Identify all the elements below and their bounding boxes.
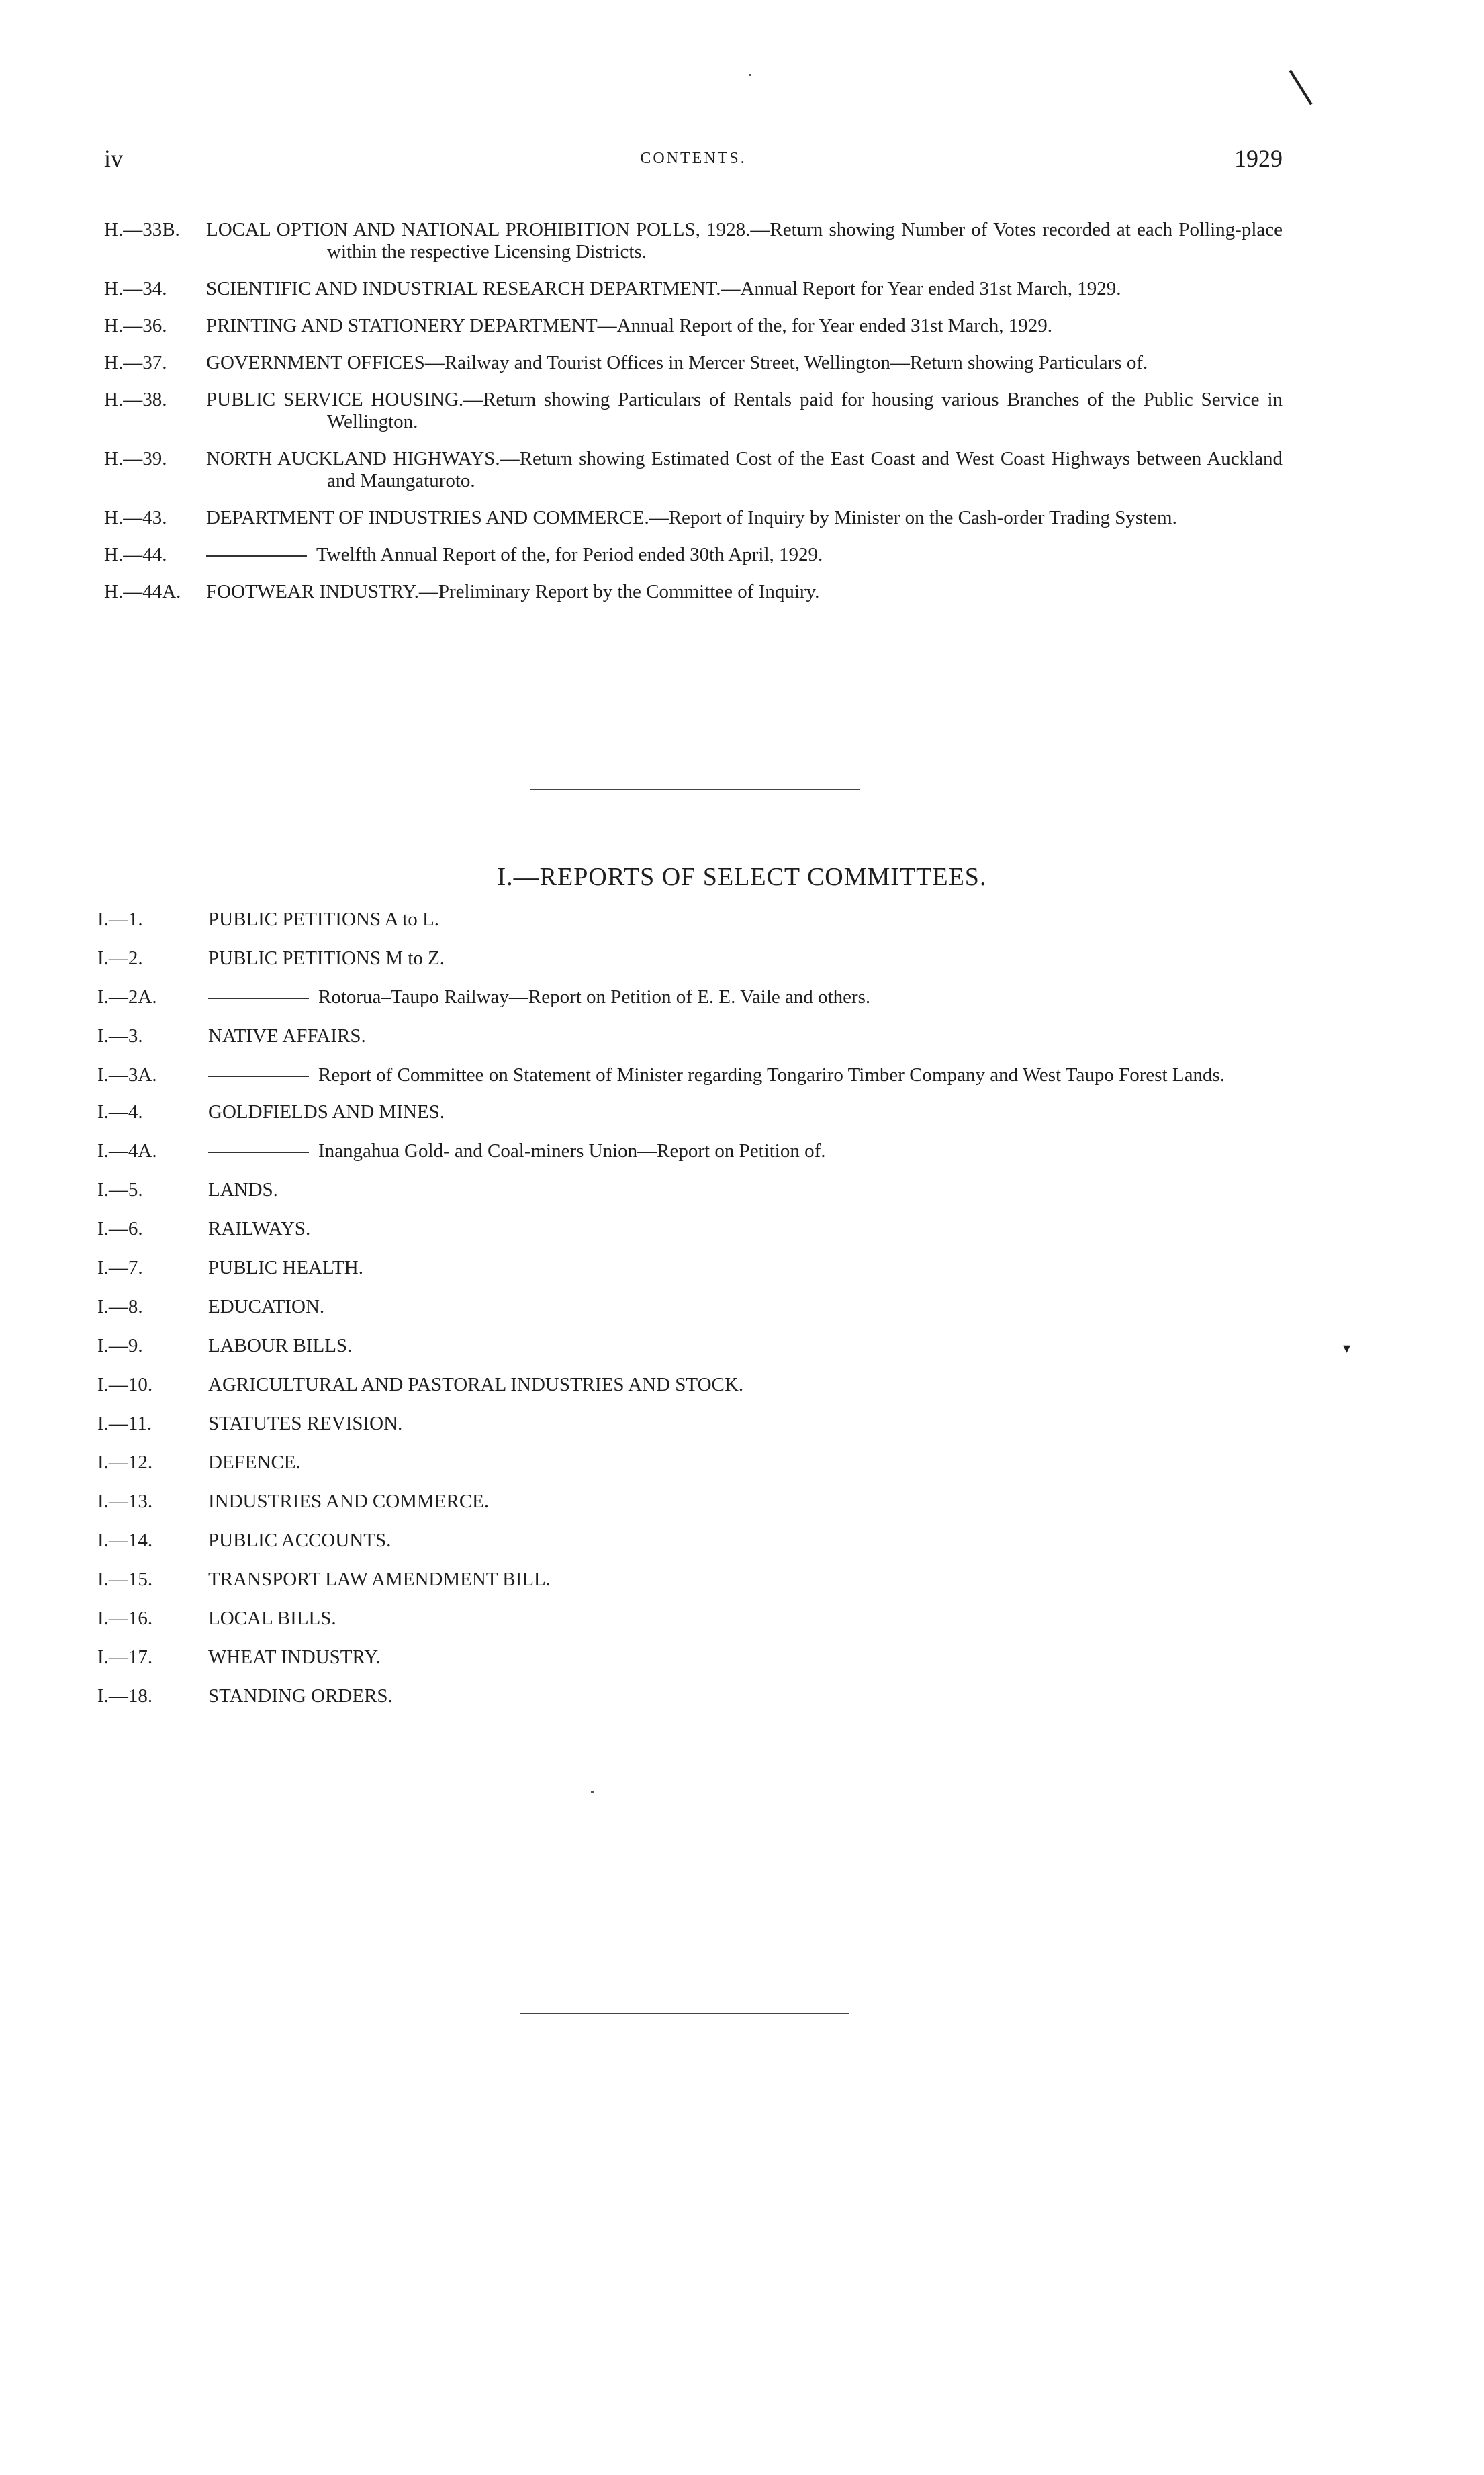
list-item — [97, 1413, 1283, 1435]
entry-code: I.—14. — [97, 1530, 153, 1551]
entry-text: DEFENCE. — [208, 1452, 301, 1473]
entry-code: I.—18. — [97, 1685, 153, 1707]
entry-text-continued — [206, 544, 1283, 566]
entry-text: DEPARTMENT OF INDUSTRIES AND COMMERCE.—Report of Inquiry by Minister on the Cash-order Trading System. — [206, 507, 1177, 528]
ditto-dash — [206, 555, 307, 557]
entry-code: H.—36. — [104, 315, 167, 336]
list-item — [97, 1452, 1283, 1474]
list-item — [104, 389, 1283, 433]
list-item — [97, 1607, 1283, 1630]
ink-speck — [749, 74, 751, 76]
entry-text: PUBLIC HEALTH. — [208, 1257, 363, 1278]
entry-code: I.—5. — [97, 1179, 143, 1201]
entry-text: Rotorua–Taupo Railway—Report on Petition of E. E. Vaile and others. — [318, 986, 871, 1008]
list-item — [104, 507, 1283, 529]
entry-text-continued — [208, 1064, 1283, 1086]
page-number: iv — [104, 145, 124, 172]
entry-code: I.—6. — [97, 1218, 143, 1240]
entry-code: H.—33B. — [104, 219, 180, 240]
list-item — [97, 1374, 1283, 1396]
entry-text: RAILWAYS. — [208, 1218, 311, 1240]
entry-code: I.—3. — [97, 1025, 143, 1047]
entry-text: LABOUR BILLS. — [208, 1335, 353, 1356]
entry-code: I.—1. — [97, 908, 143, 930]
entry-text: AGRICULTURAL AND PASTORAL INDUSTRIES AND STOCK. — [208, 1374, 744, 1395]
entry-text: EDUCATION. — [208, 1296, 325, 1317]
entry-text: SCIENTIFIC AND INDUSTRIAL RESEARCH DEPARTMENT.—Annual Report for Year ended 31st March, 1929. — [206, 278, 1121, 299]
list-item — [97, 908, 1283, 931]
pen-stroke-mark — [1289, 69, 1312, 105]
entry-code: H.—39. — [104, 448, 167, 469]
entry-code: I.—15. — [97, 1569, 153, 1590]
list-item — [104, 448, 1283, 492]
entry-text: STANDING ORDERS. — [208, 1685, 393, 1707]
entry-text: STATUTES REVISION. — [208, 1413, 403, 1434]
list-item — [97, 1140, 1283, 1162]
entry-text: Report of Committee on Statement of Minister regarding Tongariro Timber Company and West Taupo Forest Lands. — [318, 1064, 1225, 1086]
entry-code: I.—2A. — [97, 986, 157, 1008]
entry-text: GOVERNMENT OFFICES—Railway and Tourist Offices in Mercer Street, Wellington—Return showing Particulars of. — [206, 352, 1148, 373]
entry-text: PUBLIC PETITIONS A to L. — [208, 908, 439, 930]
entry-text: NORTH AUCKLAND HIGHWAYS.—Return showing Estimated Cost of the East Coast and West Coast Highways between Auckland and Maungaturoto. — [206, 448, 1283, 492]
list-item — [97, 1685, 1283, 1708]
list-item — [104, 315, 1283, 337]
entry-text: LOCAL OPTION AND NATIONAL PROHIBITION POLLS, 1928.—Return showing Number of Votes recorded at each Polling-place within the respective Licensing Districts. — [206, 219, 1283, 263]
entry-code: I.—11. — [97, 1413, 152, 1434]
ditto-dash — [208, 998, 309, 999]
entry-code: I.—3A. — [97, 1064, 157, 1086]
entry-code: I.—7. — [97, 1257, 143, 1278]
entry-text: PUBLIC ACCOUNTS. — [208, 1530, 391, 1551]
list-item — [97, 1296, 1283, 1318]
entry-code: H.—43. — [104, 507, 167, 528]
list-item — [97, 1025, 1283, 1047]
entry-code: I.—12. — [97, 1452, 153, 1473]
entry-code: I.—4A. — [97, 1140, 157, 1162]
section-divider — [530, 789, 860, 790]
entry-text: PUBLIC PETITIONS M to Z. — [208, 947, 445, 969]
list-item — [104, 219, 1283, 263]
entry-text: LOCAL BILLS. — [208, 1607, 336, 1629]
list-item — [104, 544, 1283, 566]
entry-code: I.—16. — [97, 1607, 153, 1629]
list-item — [97, 1218, 1283, 1240]
entry-code: I.—17. — [97, 1646, 153, 1668]
entry-text: Twelfth Annual Report of the, for Period ended 30th April, 1929. — [316, 544, 823, 565]
entry-text-continued — [208, 986, 1283, 1009]
entry-text: PRINTING AND STATIONERY DEPARTMENT—Annual Report of the, for Year ended 31st March, 1929. — [206, 315, 1053, 336]
entry-text: LANDS. — [208, 1179, 278, 1201]
list-item — [97, 1530, 1283, 1552]
list-item — [97, 1101, 1283, 1123]
page-year: 1929 — [1234, 145, 1283, 172]
entry-code: I.—8. — [97, 1296, 143, 1317]
entry-text-continued — [208, 1140, 1283, 1162]
entry-text: WHEAT INDUSTRY. — [208, 1646, 381, 1668]
entry-text: GOLDFIELDS AND MINES. — [208, 1101, 445, 1123]
entry-code: H.—38. — [104, 389, 167, 410]
page-header — [104, 144, 1283, 185]
entry-code: H.—37. — [104, 352, 167, 373]
list-item — [97, 986, 1283, 1009]
list-item — [97, 1569, 1283, 1591]
section-heading: I.—REPORTS OF SELECT COMMITTEES. — [497, 863, 987, 891]
entry-code: I.—2. — [97, 947, 143, 969]
entry-text: TRANSPORT LAW AMENDMENT BILL. — [208, 1569, 551, 1590]
entry-text: PUBLIC SERVICE HOUSING.—Return showing Particulars of Rentals paid for housing various Branches of the Public Service in Wellington. — [206, 389, 1283, 432]
ink-speck — [591, 1791, 594, 1793]
list-item — [97, 1646, 1283, 1669]
entry-code: I.—10. — [97, 1374, 153, 1395]
entry-code: H.—34. — [104, 278, 167, 299]
list-item — [97, 1491, 1283, 1513]
ditto-dash — [208, 1152, 309, 1153]
list-item — [104, 581, 1283, 603]
entry-code: H.—44. — [104, 544, 167, 565]
list-item — [104, 352, 1283, 374]
list-item — [97, 1335, 1283, 1357]
entry-text: INDUSTRIES AND COMMERCE. — [208, 1491, 490, 1512]
page-title: CONTENTS. — [640, 150, 747, 167]
h-series-list — [104, 219, 1283, 618]
list-item — [97, 1064, 1283, 1086]
i-series-list — [97, 908, 1283, 1724]
entry-text: Inangahua Gold- and Coal-miners Union—Report on Petition of. — [318, 1140, 826, 1162]
list-item — [97, 1179, 1283, 1201]
entry-text: NATIVE AFFAIRS. — [208, 1025, 366, 1047]
list-item — [97, 1257, 1283, 1279]
ditto-dash — [208, 1076, 309, 1077]
entry-code: I.—9. — [97, 1335, 143, 1356]
list-item — [104, 278, 1283, 300]
entry-text: FOOTWEAR INDUSTRY.—Preliminary Report by the Committee of Inquiry. — [206, 581, 820, 602]
entry-code: H.—44A. — [104, 581, 181, 602]
entry-code: I.—4. — [97, 1101, 143, 1123]
section-divider — [520, 2013, 849, 2014]
bullet-mark: ▾ — [1343, 1340, 1351, 1356]
list-item — [97, 947, 1283, 970]
entry-code: I.—13. — [97, 1491, 153, 1512]
